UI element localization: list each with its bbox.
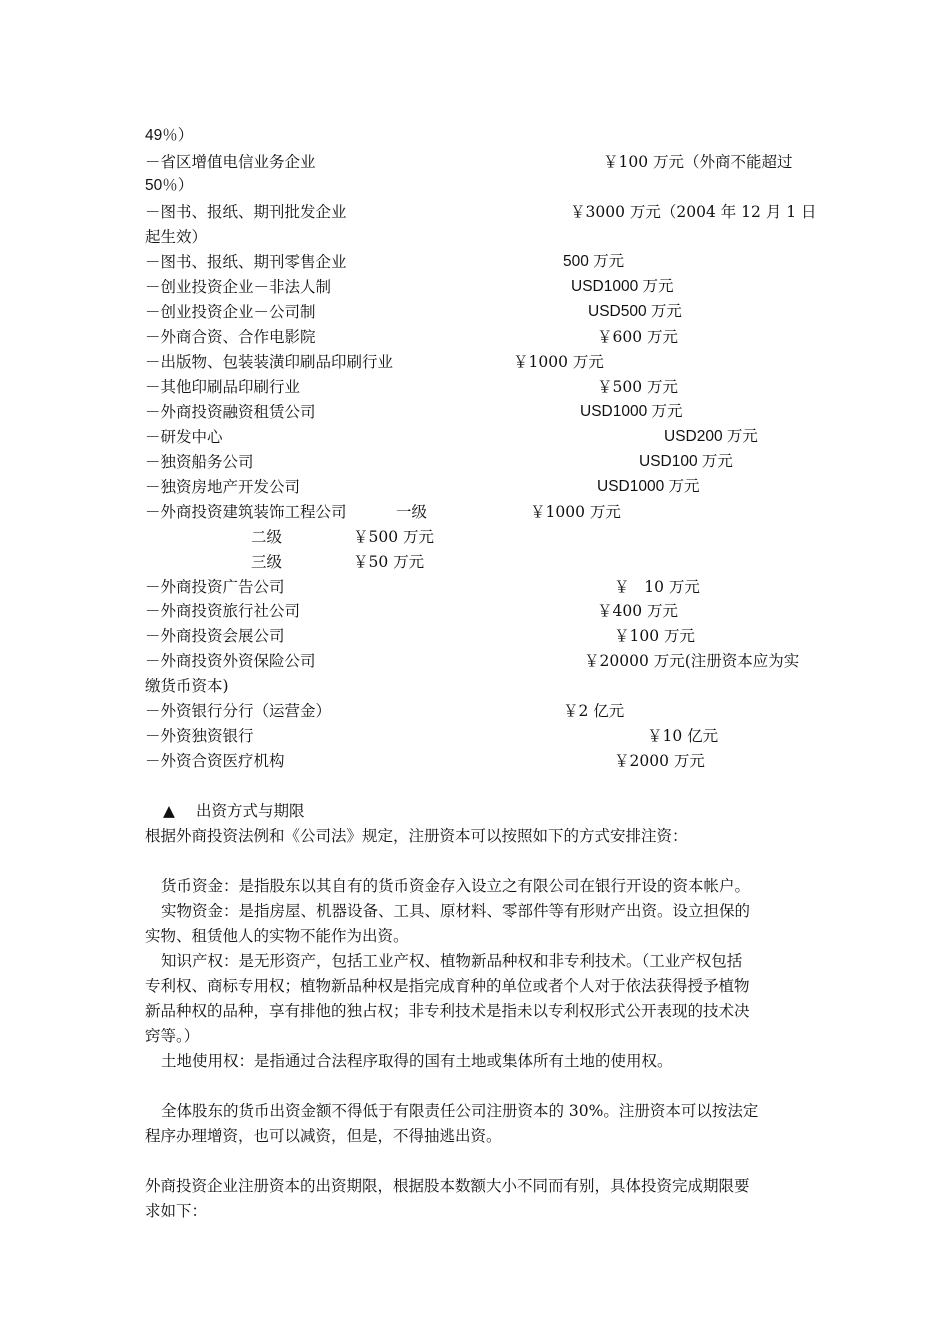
list-item-label: －外商投资会展公司 [145, 627, 285, 645]
list-item-label: －其他印刷品印刷行业 [145, 378, 301, 396]
list-item-label: －出版物、包装装潢印刷品印刷行业 [145, 353, 394, 371]
bullet-triangle-icon: ▲ [163, 802, 175, 820]
paragraph-line: 新品种权的品种，享有排他的独占权；非专利技术是指未以专利权形式公开表现的技术决 [145, 1002, 750, 1020]
paragraph-line: 货币资金：是指股东以其自有的货币资金存入设立之有限公司在银行开设的资本帐户。 [161, 877, 751, 895]
list-item-label: －外资独资银行 [145, 727, 254, 745]
continuation-line: 起生效） [145, 228, 208, 246]
list-item-value: ￥1000 万元 [530, 503, 621, 521]
list-item-value: USD200 万元 [664, 428, 758, 445]
list-item-value: USD1000 万元 [597, 478, 700, 495]
list-item-value: ￥20000 万元(注册资本应为实 [584, 652, 800, 670]
section-heading: 出资方式与期限 [196, 802, 305, 820]
list-item-label: －独资房地产开发公司 [145, 478, 301, 496]
list-item-label: －省区增值电信业务企业 [145, 153, 316, 171]
list-item-value: ￥100 万元 [614, 627, 696, 645]
continuation-line: 50％） [145, 177, 194, 194]
paragraph-line: 专利权、商标专用权；植物新品种权是指完成育种的单位或者个人对于依法获得授予植物 [145, 977, 750, 995]
paragraph-line: 实物、租赁他人的实物不能作为出资。 [145, 927, 409, 945]
list-item-value: 500 万元 [563, 253, 625, 270]
intro-paragraph: 根据外商投资法例和《公司法》规定，注册资本可以按照如下的方式安排注资： [145, 827, 688, 845]
paragraph-line: 土地使用权：是指通过合法程序取得的国有土地或集体所有土地的使用权。 [161, 1052, 673, 1070]
list-item-label: －研发中心 [145, 428, 223, 446]
paragraph-line: 知识产权：是无形资产，包括工业产权、植物新品种权和非专利技术。（工业产权包括 [161, 952, 743, 970]
list-item-label: －外商投资旅行社公司 [145, 602, 301, 620]
paragraph-line: 实物资金：是指房屋、机器设备、工具、原材料、零部件等有形财产出资。设立担保的 [161, 902, 751, 920]
paragraph-line: 求如下： [145, 1202, 208, 1220]
paragraph-line: 全体股东的货币出资金额不得低于有限责任公司注册资本的 30%。注册资本可以按法定 [161, 1102, 759, 1120]
continuation-line: 49％） [145, 127, 194, 144]
grade-label: 三级 [251, 553, 283, 571]
list-item-label: －外商投资融资租赁公司 [145, 403, 316, 421]
grade-label: 一级 [396, 503, 428, 521]
paragraph-line: 程序办理增资，也可以减资，但是，不得抽逃出资。 [145, 1127, 502, 1145]
list-item-label: －图书、报纸、期刊批发企业 [145, 203, 347, 221]
list-item-label: －外资银行分行（运营金） [145, 702, 332, 720]
list-item-label: －外商投资建筑装饰工程公司 [145, 503, 347, 521]
list-item-value: USD100 万元 [639, 453, 733, 470]
list-item-value: ￥ 10 万元 [614, 578, 700, 596]
list-item-label: －独资船务公司 [145, 453, 254, 471]
list-item-value: ￥3000 万元（2004 年 12 月 1 日 [570, 203, 817, 221]
list-item-value: ￥1000 万元 [513, 353, 604, 371]
list-item-label: －创业投资企业－公司制 [145, 303, 316, 321]
paragraph-line: 外商投资企业注册资本的出资期限，根据股本数额大小不同而有别，具体投资完成期限要 [145, 1177, 750, 1195]
list-item-label: －图书、报纸、期刊零售企业 [145, 253, 347, 271]
grade-label: 二级 [251, 528, 283, 546]
list-item-value: ￥100 万元（外商不能超过 [603, 153, 793, 171]
list-item-value: ￥500 万元 [597, 378, 679, 396]
list-item-value: USD1000 万元 [580, 403, 683, 420]
list-item-label: －外商投资外资保险公司 [145, 652, 316, 670]
list-item-label: －创业投资企业－非法人制 [145, 278, 332, 296]
continuation-line: 缴货币资本) [145, 677, 229, 695]
list-item-value: ￥2000 万元 [614, 752, 705, 770]
list-item-value: ￥500 万元 [353, 528, 435, 546]
paragraph-line: 窍等。） [145, 1027, 200, 1045]
list-item-label: －外商合资、合作电影院 [145, 328, 316, 346]
list-item-value: ￥600 万元 [597, 328, 679, 346]
list-item-label: －外商投资广告公司 [145, 578, 285, 596]
list-item-value: ￥400 万元 [597, 602, 679, 620]
list-item-value: USD1000 万元 [571, 278, 674, 295]
list-item-label: －外资合资医疗机构 [145, 752, 285, 770]
list-item-value: USD500 万元 [588, 303, 682, 320]
list-item-value: ￥10 亿元 [647, 727, 719, 745]
list-item-value: ￥50 万元 [353, 553, 425, 571]
list-item-value: ￥2 亿元 [563, 702, 625, 720]
